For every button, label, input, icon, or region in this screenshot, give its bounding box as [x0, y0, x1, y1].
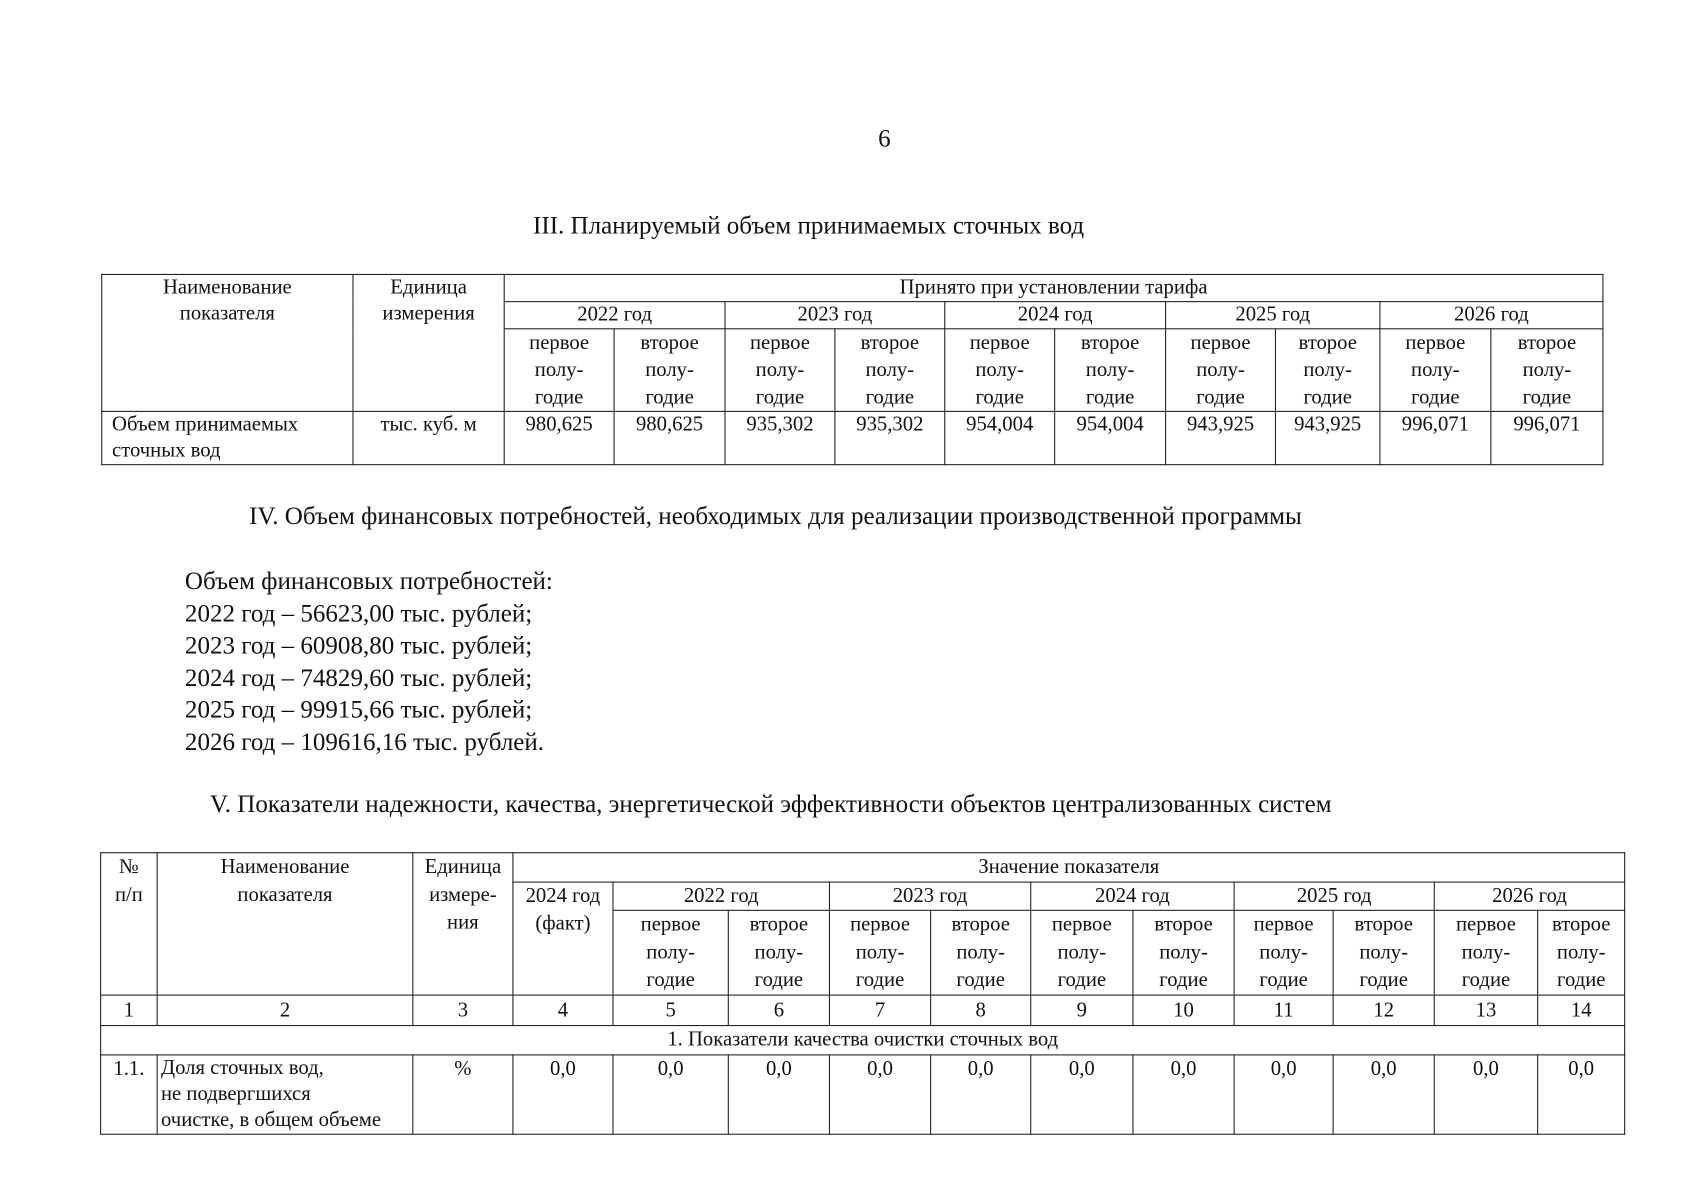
header-fact-2024: 2024 год (факт): [513, 882, 613, 995]
financial-needs-line: 2026 год – 109616,16 тыс. рублей.: [184, 727, 545, 755]
column-number: 1: [101, 995, 158, 1025]
header-year-2026: 2026 год: [1434, 882, 1625, 911]
header-unit: Единица измере- ния: [413, 853, 513, 995]
header-year-2025: 2025 год: [1166, 302, 1380, 329]
column-number: 12: [1333, 995, 1434, 1025]
header-year-2025: 2025 год: [1234, 882, 1434, 911]
section-4-title: IV. Объем финансовых потребностей, необходимых для реализации производственной программы: [249, 502, 1302, 530]
header-first-half: первое полу- годие: [1166, 329, 1276, 412]
value-cell: 943,925: [1275, 411, 1379, 464]
column-number: 9: [1031, 995, 1133, 1025]
value-cell: 0,0: [1538, 1054, 1625, 1133]
value-cell: 943,925: [1166, 411, 1276, 464]
header-first-half: первое полу- годие: [945, 329, 1055, 412]
column-number: 10: [1133, 995, 1234, 1025]
header-second-half: второе полу- годие: [1055, 329, 1166, 412]
value-cell: 996,071: [1380, 411, 1491, 464]
value-cell: 980,625: [504, 411, 614, 464]
row-unit: %: [413, 1054, 513, 1133]
header-second-half: второе полу- годие: [1538, 910, 1625, 994]
header-second-half: второе полу- годие: [1333, 910, 1434, 994]
header-second-half: второе полу- годие: [728, 910, 829, 994]
page-number: 6: [878, 125, 891, 153]
header-year-2024: 2024 год: [1031, 882, 1234, 911]
header-indicator-name: Наименование показателя: [157, 853, 413, 995]
financial-needs-list: [185, 565, 553, 757]
header-first-half: первое полу- годие: [829, 910, 930, 994]
header-indicator-name: Наименование показателя: [102, 274, 353, 411]
sewage-volume-table: [101, 274, 1603, 465]
row-unit: тыс. куб. м: [353, 411, 504, 464]
subsection-title: 1. Показатели качества очистки сточных вод: [101, 1025, 1625, 1054]
table-row: [101, 1054, 1625, 1133]
header-year-2023: 2023 год: [829, 882, 1030, 911]
value-cell: 0,0: [1434, 1054, 1537, 1133]
value-cell: 0,0: [728, 1054, 829, 1133]
table-row: [102, 411, 1603, 464]
header-second-half: второе полу- годие: [1133, 910, 1234, 994]
header-second-half: второе полу- годие: [931, 910, 1031, 994]
header-year-2022: 2022 год: [504, 302, 725, 329]
financial-needs-line: 2023 год – 60908,80 тыс. рублей;: [184, 631, 533, 659]
header-first-half: первое полу- годие: [504, 329, 614, 412]
header-value-group: Значение показателя: [513, 853, 1625, 882]
column-number: 14: [1538, 995, 1625, 1025]
header-number: № п/п: [101, 853, 158, 995]
column-number: 13: [1434, 995, 1537, 1025]
value-cell: 0,0: [1133, 1054, 1234, 1133]
row-indicator-name: Доля сточных вод, не подвергшихся очистке, в общем объеме: [157, 1054, 413, 1133]
value-cell: 0,0: [1234, 1054, 1333, 1133]
header-second-half: второе полу- годие: [614, 329, 725, 412]
column-numbers-row: [101, 995, 1625, 1025]
subsection-row: [101, 1025, 1625, 1054]
header-year-2023: 2023 год: [725, 302, 945, 329]
column-number: 4: [513, 995, 613, 1025]
column-number: 2: [157, 995, 413, 1025]
section-3-title: III. Планируемый объем принимаемых сточных вод: [533, 211, 1085, 240]
column-number: 3: [413, 995, 513, 1025]
header-year-2022: 2022 год: [613, 882, 829, 911]
row-indicator-name: Объем принимаемых сточных вод: [102, 411, 353, 464]
column-number: 7: [829, 995, 930, 1025]
value-cell: 0,0: [513, 1054, 613, 1133]
value-cell: 935,302: [835, 411, 945, 464]
financial-needs-line: 2025 год – 99915,66 тыс. рублей;: [184, 695, 533, 723]
header-year-2024: 2024 год: [945, 302, 1166, 329]
header-first-half: первое полу- годие: [1380, 329, 1491, 412]
column-number: 5: [613, 995, 728, 1025]
value-cell: 0,0: [613, 1054, 728, 1133]
financial-needs-line: 2024 год – 74829,60 тыс. рублей;: [184, 663, 533, 691]
value-cell: 954,004: [945, 411, 1055, 464]
header-second-half: второе полу- годие: [1491, 329, 1603, 412]
section-5-title: V. Показатели надежности, качества, энергетической эффективности объектов централизованных систем: [209, 790, 1332, 818]
value-cell: 954,004: [1055, 411, 1166, 464]
value-cell: 0,0: [931, 1054, 1031, 1133]
financial-needs-line: 2022 год – 56623,00 тыс. рублей;: [184, 599, 533, 627]
column-number: 8: [931, 995, 1031, 1025]
header-first-half: первое полу- годие: [725, 329, 835, 412]
reliability-indicators-table: [100, 852, 1625, 1134]
value-cell: 0,0: [1333, 1054, 1434, 1133]
header-second-half: второе полу- годие: [835, 329, 945, 412]
header-year-2026: 2026 год: [1380, 302, 1603, 329]
header-unit: Единица измерения: [353, 274, 504, 411]
value-cell: 0,0: [1031, 1054, 1133, 1133]
header-first-half: первое полу- годие: [1434, 910, 1537, 994]
header-first-half: первое полу- годие: [613, 910, 728, 994]
header-first-half: первое полу- годие: [1031, 910, 1133, 994]
value-cell: 980,625: [614, 411, 725, 464]
value-cell: 0,0: [829, 1054, 930, 1133]
financial-needs-heading: Объем финансовых потребностей:: [184, 567, 553, 595]
column-number: 6: [728, 995, 829, 1025]
value-cell: 996,071: [1491, 411, 1603, 464]
header-tariff-group: Принято при установлении тарифа: [504, 274, 1603, 301]
header-first-half: первое полу- годие: [1234, 910, 1333, 994]
value-cell: 935,302: [725, 411, 835, 464]
header-second-half: второе полу- годие: [1275, 329, 1379, 412]
column-number: 11: [1234, 995, 1333, 1025]
row-number: 1.1.: [101, 1054, 158, 1133]
